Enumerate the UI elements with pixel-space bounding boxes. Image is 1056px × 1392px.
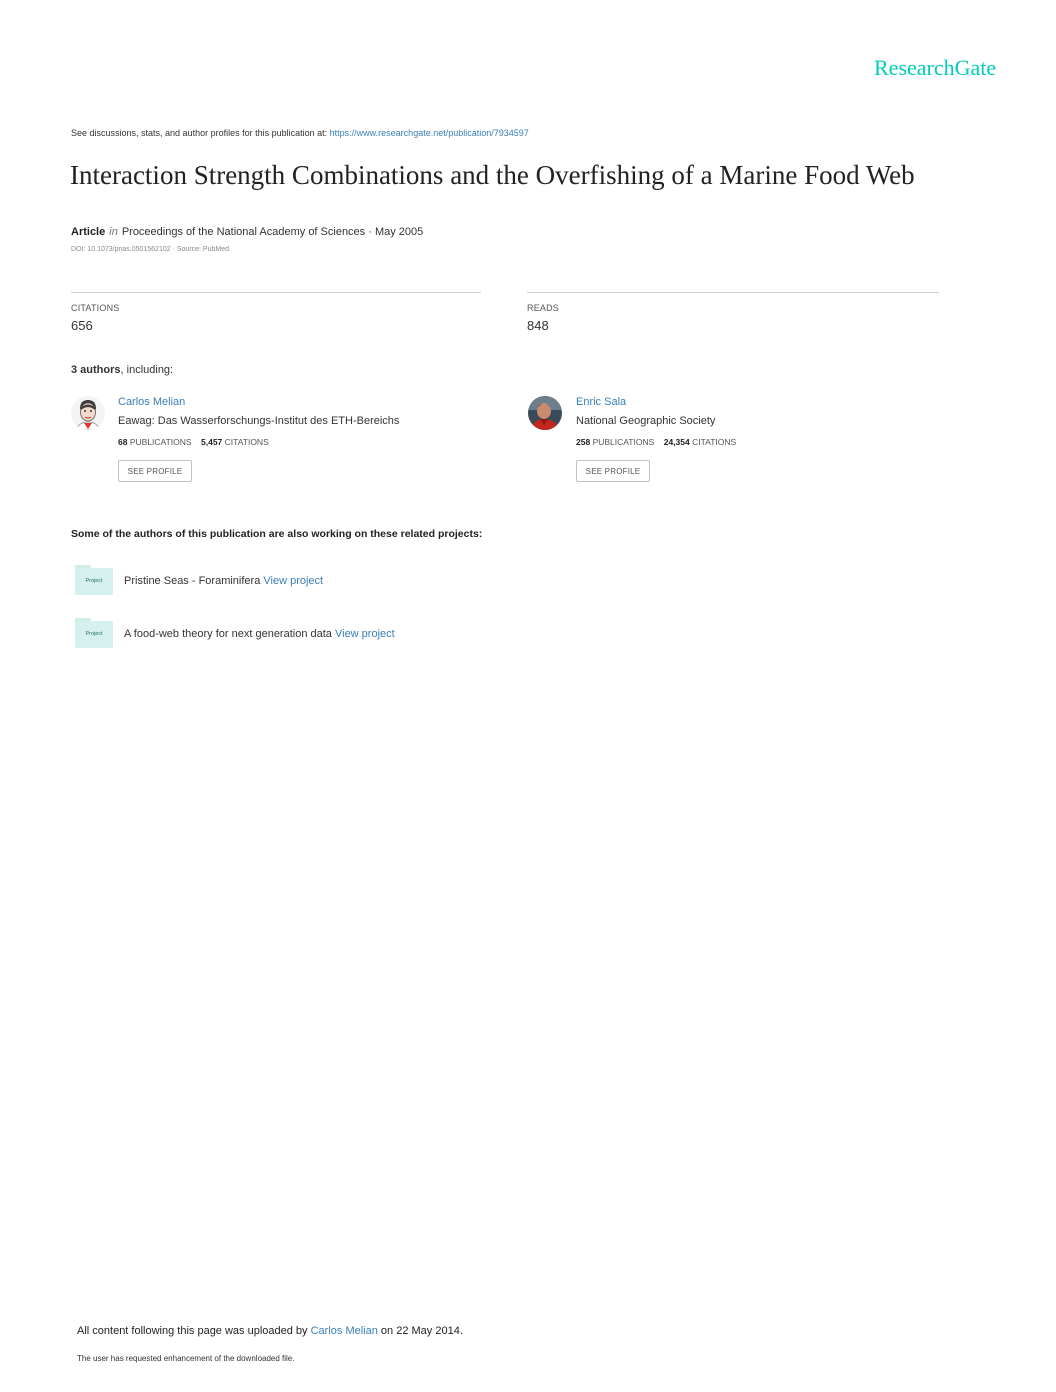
reads-value: 848 — [527, 318, 549, 333]
avatar-photo-icon — [528, 396, 562, 430]
folder-label: Project — [85, 578, 103, 584]
author-name-enric-sala[interactable]: Enric Sala — [576, 396, 627, 408]
author-institution: National Geographic Society — [576, 415, 716, 427]
see-profile-button-enric-sala[interactable]: SEE PROFILE — [576, 460, 650, 482]
reads-label: READS — [527, 303, 560, 313]
publications-label: PUBLICATIONS — [129, 437, 192, 447]
discussion-line — [71, 128, 529, 138]
folder-label: Project — [85, 631, 103, 637]
discussion-prefix: See discussions, stats, and author profiles for this publication at: — [71, 128, 328, 138]
author-stats — [118, 437, 269, 447]
enhancement-note: The user has requested enhancement of the downloaded file. — [77, 1354, 295, 1363]
journal-date[interactable]: Proceedings of the National Academy of Sciences · May 2005 — [121, 226, 424, 238]
upload-suffix: on 22 May 2014. — [380, 1325, 463, 1337]
project-item — [124, 575, 323, 587]
project-item — [124, 628, 395, 640]
avatar-sketch-icon — [71, 396, 105, 430]
publication-title: Interaction Strength Combinations and the Overfishing of a Marine Food Web — [70, 160, 915, 190]
publications-count: 258 — [576, 437, 591, 447]
authors-suffix: , including: — [120, 364, 174, 376]
citations-divider — [71, 292, 481, 293]
related-projects-header: Some of the authors of this publication are also working on these related projects: — [71, 528, 483, 540]
project-folder-icon[interactable] — [75, 565, 113, 595]
publications-label: PUBLICATIONS — [592, 437, 655, 447]
researchgate-logo[interactable]: ResearchGate — [874, 55, 997, 80]
author-institution: Eawag: Das Wasserforschungs-Institut des ETH-Bereichs — [118, 415, 400, 427]
publication-url-link[interactable]: https://www.researchgate.net/publication/7934597 — [329, 128, 529, 138]
author-citations-label: CITATIONS — [692, 437, 737, 447]
author-citations-count: 5,457 — [201, 437, 223, 447]
publication-meta — [71, 226, 423, 238]
author-citations-count: 24,354 — [663, 437, 690, 447]
authors-count: 3 authors — [71, 364, 121, 376]
author-name-carlos-melian[interactable]: Carlos Melian — [118, 396, 186, 408]
avatar-enric-sala[interactable] — [528, 396, 562, 430]
avatar-carlos-melian[interactable] — [71, 396, 105, 430]
publications-count: 68 — [118, 437, 128, 447]
view-project-link[interactable]: View project — [334, 628, 395, 640]
authors-header — [71, 364, 173, 376]
reads-divider — [527, 292, 939, 293]
upload-prefix: All content following this page was uploaded by — [77, 1325, 308, 1337]
project-name: Pristine Seas - Foraminifera — [124, 575, 261, 587]
upload-note — [77, 1325, 463, 1337]
project-name: A food-web theory for next generation data — [124, 628, 332, 640]
citations-label: CITATIONS — [71, 303, 120, 313]
project-folder-icon[interactable] — [75, 618, 113, 648]
view-project-link[interactable]: View project — [263, 575, 324, 587]
article-type: Article — [71, 226, 106, 238]
in-word: in — [109, 226, 118, 238]
author-citations-label: CITATIONS — [224, 437, 269, 447]
author-stats — [576, 437, 736, 447]
doi-source: DOI: 10.1073/pnas.0501562102 · Source: PubMed — [71, 246, 229, 253]
citations-value: 656 — [71, 318, 93, 333]
see-profile-button-carlos-melian[interactable]: SEE PROFILE — [118, 460, 192, 482]
uploader-link[interactable]: Carlos Melian — [310, 1325, 378, 1337]
